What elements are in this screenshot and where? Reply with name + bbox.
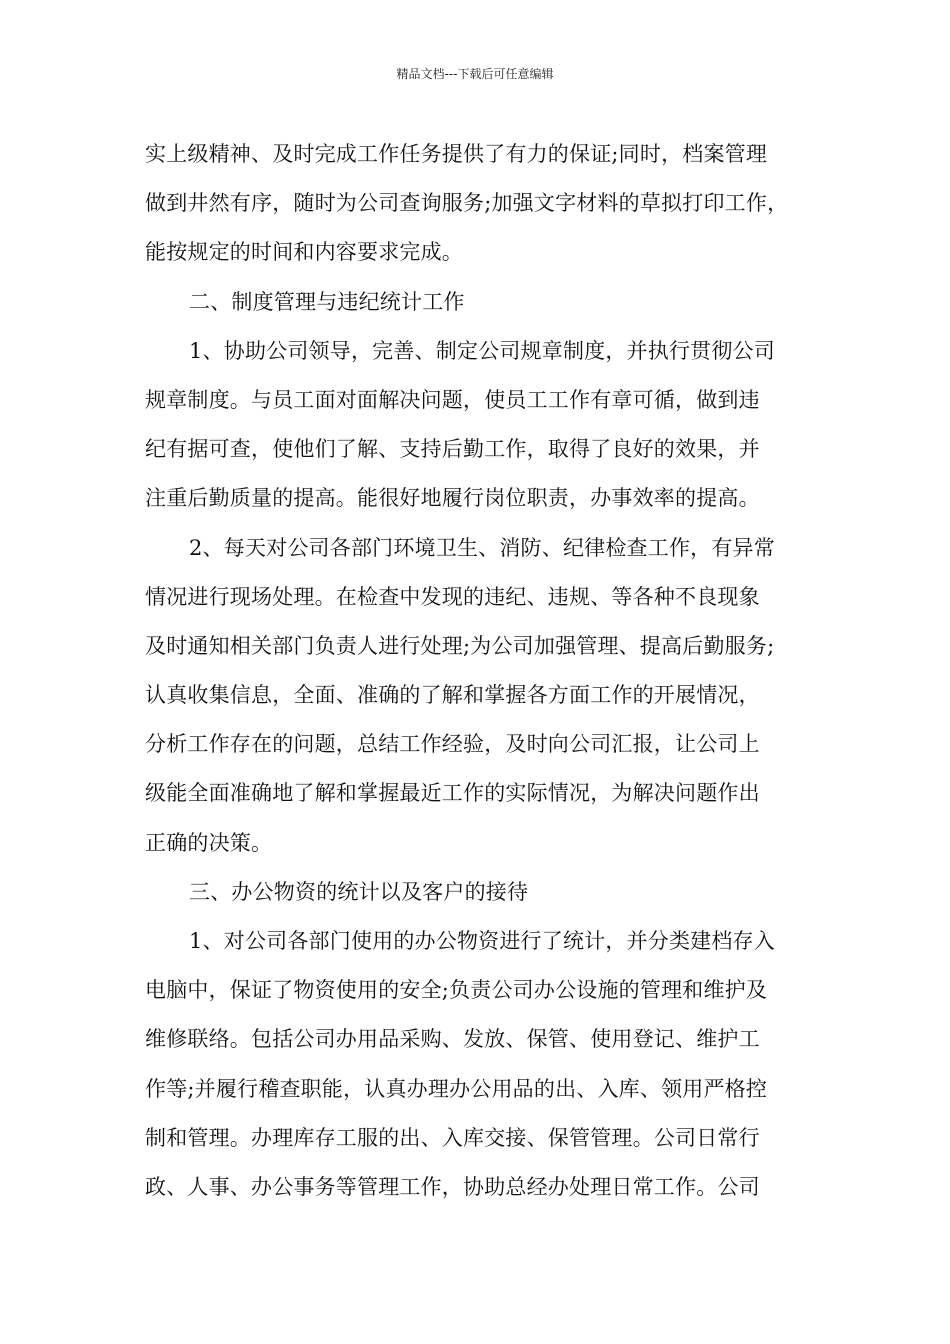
section-heading: 二、制度管理与违纪统计工作 [189, 289, 465, 314]
text-line: 规章制度。与员工面对面解决问题，使员工工作有章可循，做到违 [145, 387, 760, 412]
text-line: 纪有据可查，使他们了解、支持后勤工作，取得了良好的效果，并 [145, 437, 760, 462]
text-line: 及时通知相关部门负责人进行处理;为公司加强管理、提高后勤服务; [145, 633, 775, 658]
text-line: 认真收集信息，全面、准确的了解和掌握各方面工作的开展情况， [145, 683, 760, 708]
text-line: 政、人事、办公事务等管理工作，协助总经办处理日常工作。公司 [145, 1174, 760, 1199]
text-line: 制和管理。办理库存工服的出、入库交接、保管管理。公司日常行 [145, 1125, 760, 1150]
text-line: 维修联络。包括公司办用品采购、发放、保管、使用登记、维护工 [145, 1027, 760, 1052]
text-line: 电脑中，保证了物资使用的安全;负责公司办公设施的管理和维护及 [145, 978, 768, 1003]
text-line: 情况进行现场处理。在检查中发现的违纪、违规、等各种不良现象 [145, 584, 760, 609]
document-body [145, 130, 815, 1212]
text-line: 正确的决策。 [145, 830, 273, 855]
paragraph-start-line: 1、对公司各部门使用的办公物资进行了统计，并分类建档存入 [189, 929, 775, 953]
text-line: 级能全面准确地了解和掌握最近工作的实际情况，为解决问题作出 [145, 781, 760, 806]
section-heading: 三、办公物资的统计以及客户的接待 [189, 879, 529, 904]
text-line: 实上级精神、及时完成工作任务提供了有力的保证;同时，档案管理 [145, 142, 768, 166]
page-header: 精品文档---下载后可任意编辑 [396, 67, 554, 81]
text-line: 作等;并履行稽查职能，认真办理办公用品的出、入库、领用严格控 [145, 1076, 768, 1101]
text-line: 分析工作存在的问题，总结工作经验，及时向公司汇报，让公司上 [145, 732, 760, 757]
text-line: 注重后勤质量的提高。能很好地履行岗位职责，办事效率的提高。 [145, 486, 760, 511]
paragraph-start-line: 1、协助公司领导，完善、制定公司规章制度，并执行贯彻公司 [189, 338, 775, 363]
text-line: 做到井然有序，随时为公司查询服务;加强文字材料的草拟打印工作， [145, 191, 789, 216]
paragraph-start-line: 2、每天对公司各部门环境卫生、消防、纪律检查工作，有异常 [189, 535, 775, 560]
text-line: 能按规定的时间和内容要求完成。 [145, 240, 463, 265]
